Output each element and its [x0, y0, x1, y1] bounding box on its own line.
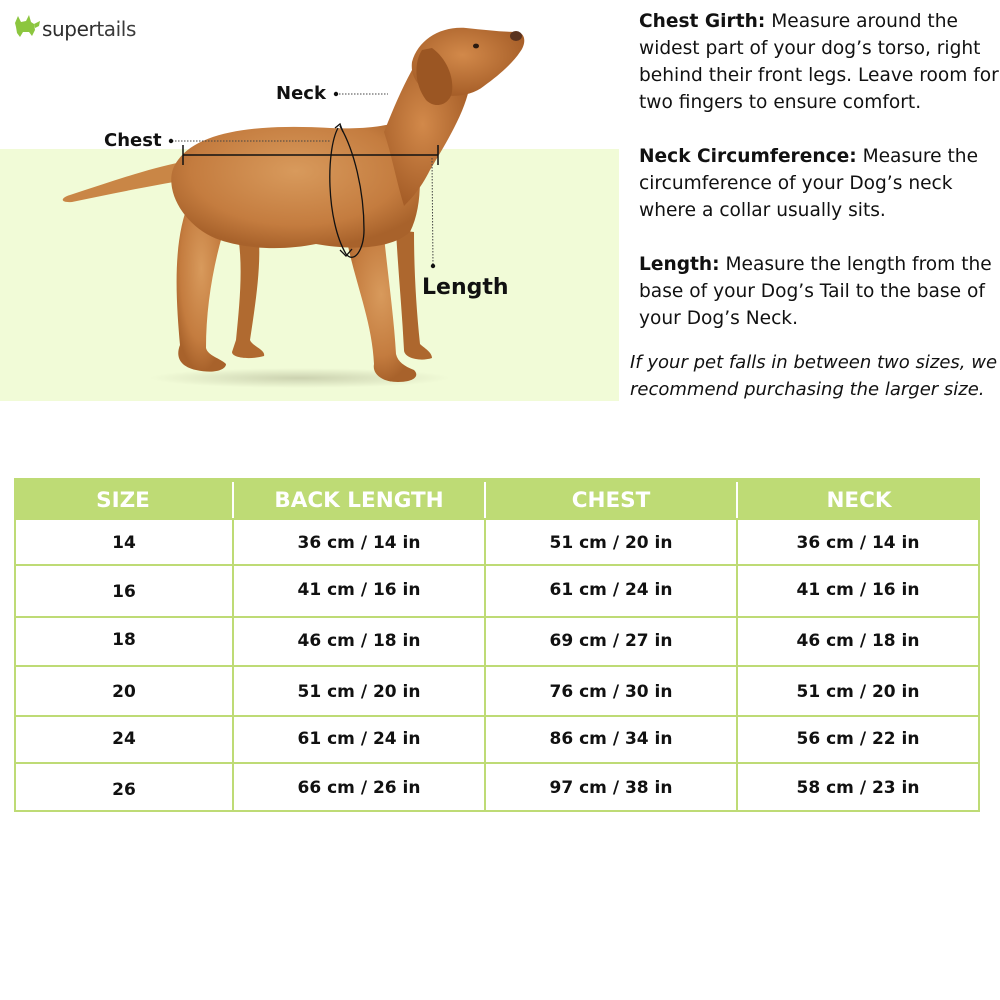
chest-guide-title: Chest Girth: [639, 11, 766, 32]
length-label: Length [422, 275, 509, 300]
dog-nose [510, 31, 522, 41]
neck-leader-dot [334, 92, 338, 96]
neck-cell: 58 cm / 23 in [796, 778, 920, 798]
back-length-cell: 36 cm / 14 in [297, 533, 421, 553]
length-guide-title: Length: [639, 254, 720, 275]
table-row [16, 616, 978, 666]
neck-label: Neck [276, 83, 326, 104]
header-chest: CHEST [571, 488, 651, 513]
measurement-guide [639, 8, 999, 359]
neck-guide-text: Measure the circumference of your Dog’s neck where a collar usually sits. [639, 146, 979, 221]
chest-cell: 86 cm / 34 in [549, 729, 673, 749]
header-neck: NECK [826, 488, 892, 513]
table-body [14, 520, 980, 812]
size-cell: 18 [112, 630, 136, 650]
size-recommendation-note: If your pet falls in between two sizes, we recommend purchasing the larger size. [630, 352, 998, 400]
chest-label: Chest [104, 130, 162, 151]
dog-eye [473, 44, 479, 49]
chest-cell: 69 cm / 27 in [549, 631, 673, 651]
neck-guide-title: Neck Circumference: [639, 146, 857, 167]
dog-measurement-diagram [0, 0, 620, 400]
dog-body [171, 120, 420, 248]
neck-cell: 56 cm / 22 in [796, 729, 920, 749]
table-row [16, 518, 978, 566]
neck-cell: 36 cm / 14 in [796, 533, 920, 553]
table-row [16, 564, 978, 616]
chest-cell: 61 cm / 24 in [549, 580, 673, 600]
chest-leader-dot [169, 139, 173, 143]
back-length-cell: 51 cm / 20 in [297, 682, 421, 702]
length-guide-text: Measure the length from the base of your Dog’s Tail to the base of your Dog’s Neck. [639, 254, 992, 329]
header-back-length: BACK LENGTH [274, 488, 444, 513]
size-cell: 26 [112, 780, 136, 800]
logo-text-tails: tails [96, 17, 136, 41]
table-row [16, 762, 978, 812]
dog-tail [63, 162, 185, 202]
neck-cell: 46 cm / 18 in [796, 631, 920, 651]
back-length-cell: 61 cm / 24 in [297, 729, 421, 749]
chest-cell: 51 cm / 20 in [549, 533, 673, 553]
size-cell: 24 [112, 729, 136, 749]
size-cell: 20 [112, 682, 136, 702]
back-length-cell: 41 cm / 16 in [297, 580, 421, 600]
table-row [16, 715, 978, 763]
chest-cell: 76 cm / 30 in [549, 682, 673, 702]
size-chart-table [14, 478, 980, 812]
back-length-cell: 66 cm / 26 in [297, 778, 421, 798]
header-size: SIZE [96, 488, 150, 513]
length-guide [639, 251, 999, 332]
neck-cell: 41 cm / 16 in [796, 580, 920, 600]
table-header [14, 478, 980, 520]
logo-text-super: super [42, 17, 97, 41]
size-cell: 16 [112, 582, 136, 602]
chest-guide-text: Measure around the widest part of your dog’s torso, right behind their front legs. Leave room for two fingers to ensure comfort. [639, 11, 999, 113]
length-leader-dot [431, 264, 435, 268]
neck-cell: 51 cm / 20 in [796, 682, 920, 702]
chest-guide [639, 8, 999, 116]
chest-cell: 97 cm / 38 in [549, 778, 673, 798]
table-row [16, 665, 978, 717]
back-length-cell: 46 cm / 18 in [297, 631, 421, 651]
size-cell: 14 [112, 533, 136, 553]
neck-guide [639, 143, 999, 224]
length-leader-line [432, 158, 433, 266]
